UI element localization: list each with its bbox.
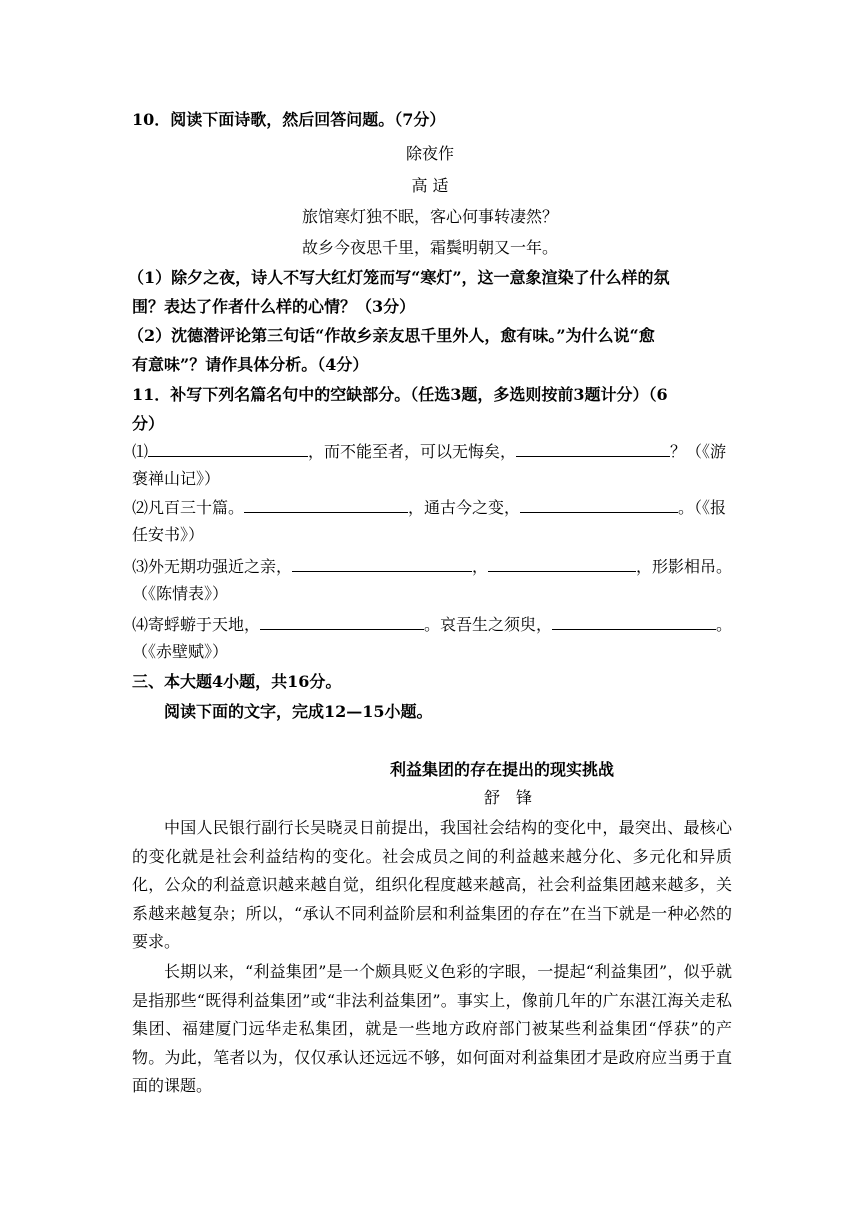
item1-end-text: ？（《游 — [670, 442, 727, 461]
article-author: 舒 锋 — [484, 788, 533, 807]
item4-blank-1[interactable] — [260, 615, 424, 630]
section3-instruction: 阅读下面的文字，完成12—15小题。 — [164, 702, 433, 721]
item3-blank-1[interactable] — [292, 557, 472, 572]
q11-heading-line1: 11．补写下列名篇名句中的空缺部分。（任选3题，多选则按前3题计分）（6 — [132, 385, 668, 404]
item3-blank-2[interactable] — [488, 557, 636, 572]
item4-start-text: ⑷寄蜉蝣于天地， — [132, 615, 261, 634]
article-paragraph-2: 长期以来，“利益集团”是一个颇具贬义色彩的字眼，一提起“利益集团”，似乎就是指那些“既得利益集团”或“非法利益集团”。事实上，像前几年的广东湛江海关走私集团、福建厦门远华走私集团，就是一些地方政府部门被某些利益集团“俘获”的产物。为此，笔者以为，仅仅承认还远远不够，如何面对利益集团才是政府应当勇于直面的课题。 — [132, 962, 732, 1095]
q11-item-1-cont: 褒禅山记》） — [132, 469, 221, 488]
q10-sub2-line2: 有意味”？请作具体分析。（4分） — [132, 355, 369, 374]
item4-end-text: 。 — [716, 615, 733, 634]
item2-start-text: ⑵凡百三十篇。 — [132, 498, 245, 517]
poem-author: 高 适 — [411, 176, 449, 195]
q11-item-4 — [132, 615, 732, 635]
item3-end-text: ，形影相吊。 — [636, 557, 733, 576]
poem-line-2: 故乡今夜思千里，霜鬓明朝又一年。 — [301, 238, 558, 257]
item2-middle-text: ，通古今之变， — [408, 498, 521, 517]
item1-blank-1[interactable] — [148, 442, 308, 457]
q11-item-2 — [132, 498, 726, 518]
article-title: 利益集团的存在提出的现实挑战 — [390, 760, 615, 779]
q11-item-1 — [132, 442, 726, 462]
item4-middle-text: 。哀吾生之须臾， — [424, 615, 553, 634]
q11-item-2-cont: 任安书》） — [132, 525, 205, 544]
item4-blank-2[interactable] — [552, 615, 716, 630]
item2-blank-1[interactable] — [244, 498, 408, 513]
section3-heading: 三、本大题4小题，共16分。 — [132, 672, 342, 691]
item1-blank-2[interactable] — [516, 442, 670, 457]
article-paragraph-1: 中国人民银行副行长吴晓灵日前提出，我国社会结构的变化中，最突出、最核心的变化就是社会利益结构的变化。社会成员之间的利益越来越分化、多元化和异质化，公众的利益意识越来越自觉，组织化程度越来越高，社会利益集团越来越多，关系越来越复杂；所以，“承认不同利益阶层和利益集团的存在”在当下就是一种必然的要求。 — [132, 818, 732, 951]
q11-item-4-cont: （《赤壁赋》） — [132, 642, 229, 661]
item1-number: ⑴ — [132, 442, 149, 461]
q11-heading-line2: 分） — [132, 414, 165, 433]
poem-title: 除夜作 — [405, 144, 454, 163]
poem-line-1: 旅馆寒灯独不眠，客心何事转凄然？ — [301, 207, 558, 226]
q10-heading: 10．阅读下面诗歌，然后回答问题。（7分） — [132, 110, 446, 129]
item3-start-text: ⑶外无期功强近之亲， — [132, 557, 293, 576]
item3-middle-text: ， — [472, 557, 489, 576]
item2-blank-2[interactable] — [520, 498, 678, 513]
q11-item-3-cont: （《陈情表》） — [132, 584, 229, 603]
item1-middle-text: ，而不能至者，可以无悔矣， — [308, 442, 517, 461]
q10-sub2-line1: （2）沈德潜评论第三句话“作故乡亲友思千里外人，愈有味。”为什么说“愈 — [128, 326, 655, 345]
q10-sub1-line2: 围？表达了作者什么样的心情？（3分） — [132, 297, 416, 316]
item2-end-text: 。（《报 — [678, 498, 727, 517]
q11-item-3 — [132, 557, 732, 577]
q10-sub1-line1: （1）除夕之夜，诗人不写大红灯笼而写“寒灯”，这一意象渲染了什么样的氛 — [128, 268, 670, 287]
